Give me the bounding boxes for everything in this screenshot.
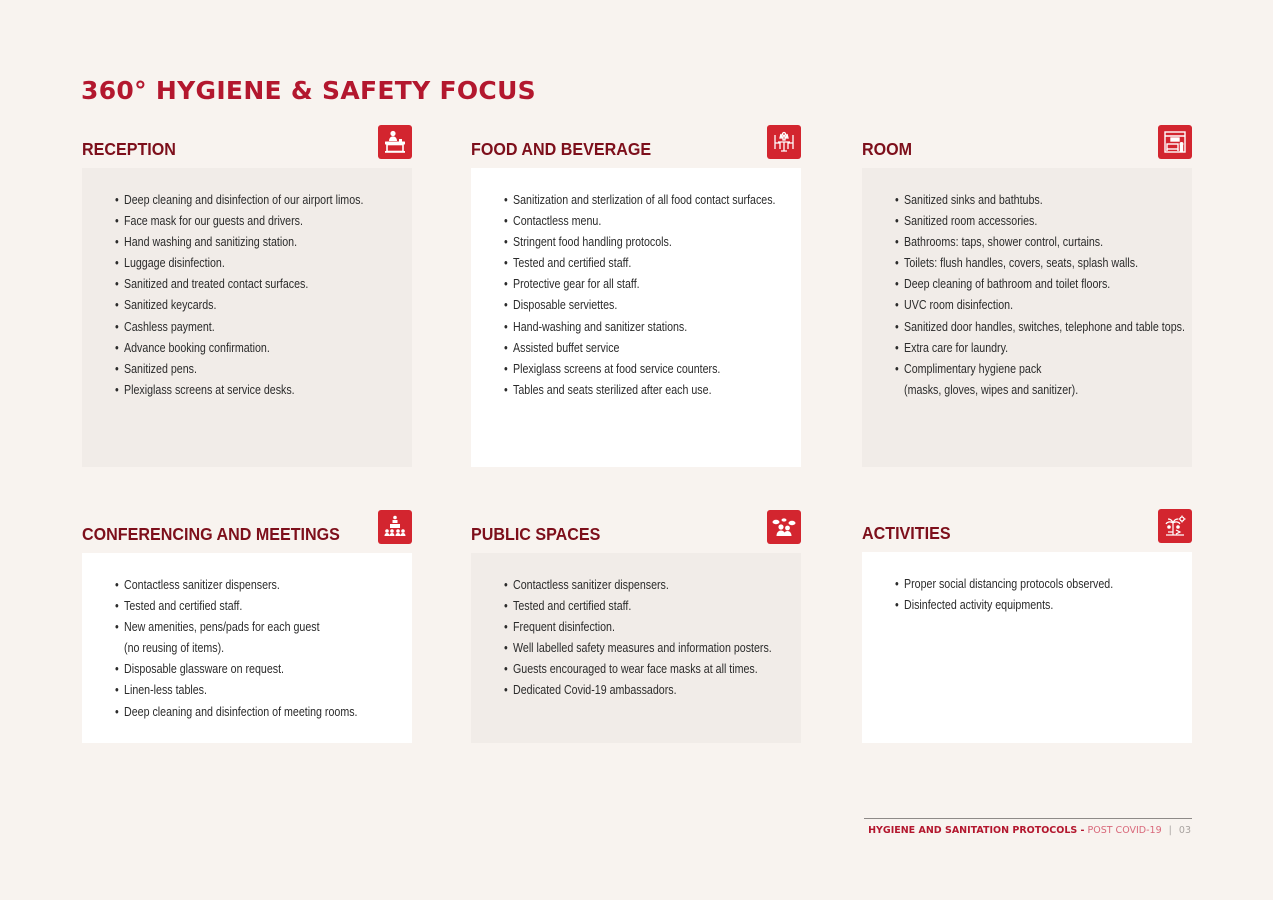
list-item: • Sanitized pens. [115, 358, 359, 379]
list-item: • Hand washing and sanitizing station. [115, 231, 359, 252]
section-title: ROOM [862, 139, 913, 159]
list-item: • Sanitized door handles, switches, telephone and table tops. [895, 316, 1139, 337]
list-item: • Sanitized room accessories. [895, 210, 1139, 231]
section-list-box [471, 553, 801, 743]
list-item: • Toilets: flush handles, covers, seats, splash walls. [895, 252, 1139, 273]
list-item: • Bathrooms: taps, shower control, curtains. [895, 231, 1139, 252]
footer-title: HYGIENE AND SANITATION PROTOCOLS - [868, 825, 1085, 836]
footer-subtitle: POST COVID-19 [1087, 825, 1162, 836]
section-list-box [862, 552, 1192, 743]
list-item: • Guests encouraged to wear face masks at all times. [504, 658, 748, 679]
section-list-box [862, 168, 1192, 467]
list-item: • Sanitized keycards. [115, 294, 359, 315]
section-title: PUBLIC SPACES [471, 524, 601, 544]
list-item: • Contactless menu. [504, 210, 748, 231]
section-list-box [82, 168, 412, 467]
section-public-spaces [471, 510, 801, 743]
list-item: • Sanitized and treated contact surfaces. [115, 273, 359, 294]
list-item: • Assisted buffet service [504, 337, 748, 358]
list-item: • UVC room disinfection. [895, 294, 1139, 315]
people-chat-icon [767, 510, 801, 544]
section-list-box [471, 168, 801, 467]
list-item: • Contactless sanitizer dispensers. [115, 574, 359, 595]
list-item: • Cashless payment. [115, 316, 359, 337]
bullet-list [504, 574, 801, 701]
list-item: • New amenities, pens/pads for each guest [115, 616, 359, 637]
list-item: (masks, gloves, wipes and sanitizer). [904, 381, 1079, 397]
section-reception [82, 125, 412, 467]
section-list-box [82, 553, 412, 743]
dining-table-icon [767, 125, 801, 159]
reception-desk-icon [378, 125, 412, 159]
bullet-list [895, 189, 1192, 400]
list-item: • Plexiglass screens at food service counters. [504, 358, 748, 379]
section-title: RECEPTION [82, 139, 176, 159]
section-title: FOOD AND BEVERAGE [471, 139, 652, 159]
page-title: 360° HYGIENE & SAFETY FOCUS [81, 76, 536, 105]
bullet-list [115, 574, 412, 722]
list-item: • Deep cleaning of bathroom and toilet floors. [895, 273, 1139, 294]
list-item: • Hand-washing and sanitizer stations. [504, 316, 748, 337]
conference-audience-icon [378, 510, 412, 544]
section-title: CONFERENCING AND MEETINGS [82, 524, 340, 544]
list-item: (no reusing of items). [124, 640, 225, 656]
list-item: • Well labelled safety measures and information posters. [504, 637, 748, 658]
page-footer [868, 825, 1191, 836]
list-item: • Deep cleaning and disinfection of meeting rooms. [115, 701, 359, 722]
footer-separator: | [1168, 825, 1172, 836]
section-room [862, 125, 1192, 467]
bullet-list [115, 189, 412, 400]
list-item: • Tested and certified staff. [504, 252, 748, 273]
footer-divider [864, 818, 1192, 819]
section-conferencing-and-meetings [82, 510, 412, 743]
list-item: • Linen-less tables. [115, 679, 359, 700]
list-item: • Dedicated Covid-19 ambassadors. [504, 679, 748, 700]
list-item: • Disposable serviettes. [504, 294, 748, 315]
list-item: • Proper social distancing protocols observed. [895, 573, 1139, 594]
list-item: • Stringent food handling protocols. [504, 231, 748, 252]
list-item: • Sanitized sinks and bathtubs. [895, 189, 1139, 210]
beach-activities-icon [1158, 509, 1192, 543]
list-item: • Disinfected activity equipments. [895, 594, 1139, 615]
hotel-room-icon [1158, 125, 1192, 159]
bullet-list [895, 573, 1192, 615]
list-item: • Plexiglass screens at service desks. [115, 379, 359, 400]
list-item: • Tested and certified staff. [115, 595, 359, 616]
section-food-and-beverage [471, 125, 801, 467]
list-item: • Protective gear for all staff. [504, 273, 748, 294]
bullet-list [504, 189, 801, 400]
section-activities [862, 509, 1192, 743]
list-item: • Disposable glassware on request. [115, 658, 359, 679]
list-item: • Luggage disinfection. [115, 252, 359, 273]
list-item: • Advance booking confirmation. [115, 337, 359, 358]
list-item: • Sanitization and sterlization of all food contact surfaces. [504, 189, 748, 210]
list-item: • Contactless sanitizer dispensers. [504, 574, 748, 595]
list-item: • Tested and certified staff. [504, 595, 748, 616]
list-item: • Face mask for our guests and drivers. [115, 210, 359, 231]
section-title: ACTIVITIES [862, 523, 951, 543]
list-item: • Deep cleaning and disinfection of our airport limos. [115, 189, 359, 210]
list-item: • Tables and seats sterilized after each use. [504, 379, 748, 400]
list-item: • Extra care for laundry. [895, 337, 1139, 358]
page-number: 03 [1178, 825, 1191, 836]
list-item: • Frequent disinfection. [504, 616, 748, 637]
list-item: • Complimentary hygiene pack [895, 358, 1139, 379]
